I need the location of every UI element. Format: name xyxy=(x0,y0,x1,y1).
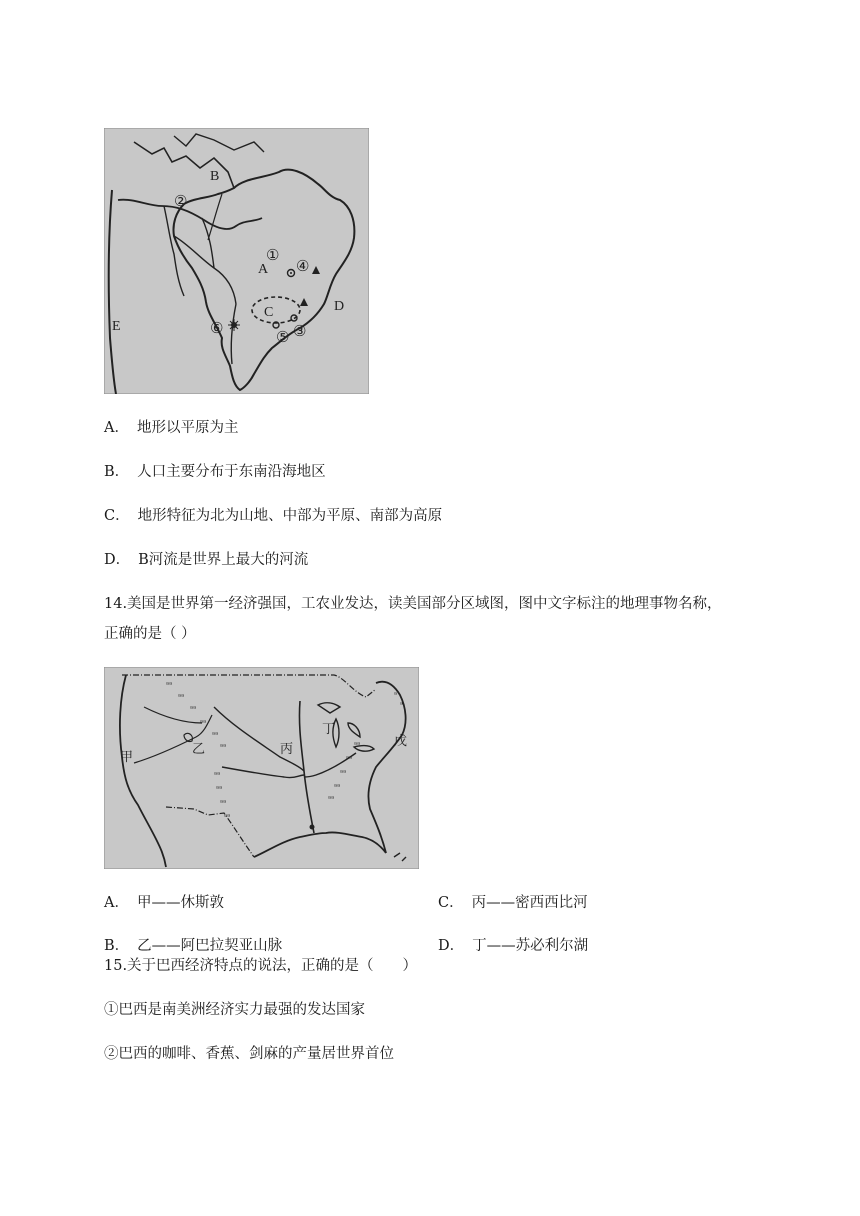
q13-option-d[interactable] xyxy=(104,550,308,570)
svg-text:ᵃᵃ: ᵃᵃ xyxy=(166,680,173,689)
map1-label-4: ④ xyxy=(296,259,310,275)
usa-map xyxy=(104,667,419,869)
option-text: B河流是世界上最大的河流 xyxy=(138,552,309,568)
svg-text:ᵃᵃ: ᵃᵃ xyxy=(220,742,227,751)
option-letter: A． xyxy=(104,895,129,911)
map1-label-2: ② xyxy=(174,194,188,210)
option-letter: C． xyxy=(104,508,130,524)
option-letter: A． xyxy=(104,420,129,436)
map1-label-1: ① xyxy=(266,248,280,264)
q13-option-c[interactable] xyxy=(104,506,442,526)
map1-label-a: A xyxy=(258,262,269,277)
option-text: 丙——密西西比河 xyxy=(471,895,588,911)
svg-text:ᵃᵃ: ᵃᵃ xyxy=(200,718,207,727)
map1-label-e: E xyxy=(112,319,121,334)
q14-stem-line2: 正确的是（ ） xyxy=(104,626,196,642)
option-letter: C． xyxy=(438,895,464,911)
svg-text:ᵃᵃ: ᵃᵃ xyxy=(220,798,227,807)
svg-text:ᵃᵃ: ᵃᵃ xyxy=(224,812,231,821)
map1-label-b: B xyxy=(210,169,220,184)
q15-stem: 15.关于巴西经济特点的说法，正确的是（ ） xyxy=(104,958,418,974)
option-letter: B． xyxy=(104,938,130,954)
svg-text:ᵃ: ᵃ xyxy=(400,700,404,709)
option-letter: D． xyxy=(438,938,465,954)
option-text: 甲——休斯敦 xyxy=(136,895,224,911)
map2-label-ding: 丁 xyxy=(322,721,336,736)
q15-item-2: ②巴西的咖啡、香蕉、剑麻的产量居世界首位 xyxy=(104,1046,394,1062)
q14-option-a[interactable] xyxy=(104,893,224,913)
svg-text:ᵃᵃ: ᵃᵃ xyxy=(334,782,341,791)
brazil-map xyxy=(104,128,369,394)
option-text: 人口主要分布于东南沿海地区 xyxy=(137,464,326,480)
map1-label-6: ⑥ xyxy=(210,321,224,337)
q14-stem-line1: 14.美国是世界第一经济强国，工农业发达，读美国部分区域图，图中文字标注的地理事物名称， xyxy=(104,596,722,612)
option-letter: D． xyxy=(104,552,131,568)
q14-option-c[interactable] xyxy=(438,893,588,913)
option-text: 丁——苏必利尔湖 xyxy=(472,938,589,954)
svg-text:ᵃᵃ: ᵃᵃ xyxy=(340,768,347,777)
option-text: 乙——阿巴拉契亚山脉 xyxy=(137,938,283,954)
map1-label-d: D xyxy=(334,299,345,314)
q13-option-b[interactable] xyxy=(104,462,326,482)
map2-label-jia: 甲 xyxy=(120,749,134,764)
map2-label-wu: 戊 xyxy=(394,733,408,748)
q13-option-a[interactable] xyxy=(104,418,238,438)
svg-text:ᵃᵃ: ᵃᵃ xyxy=(216,784,223,793)
q14-option-d[interactable] xyxy=(438,936,588,956)
q15-item-1: ①巴西是南美洲经济实力最强的发达国家 xyxy=(104,1002,365,1018)
map1-label-c: C xyxy=(264,305,274,320)
svg-text:ᵃᵃ: ᵃᵃ xyxy=(214,770,221,779)
svg-text:ᵃᵃ: ᵃᵃ xyxy=(328,794,335,803)
map2-label-yi: 乙 xyxy=(192,741,206,756)
svg-text:ᵃᵃ: ᵃᵃ xyxy=(354,740,361,749)
svg-text:ᵃ: ᵃ xyxy=(394,690,398,699)
option-letter: B． xyxy=(104,464,130,480)
svg-text:ᵃᵃ: ᵃᵃ xyxy=(212,730,219,739)
option-text: 地形以平原为主 xyxy=(136,420,239,436)
svg-text:ᵃᵃ: ᵃᵃ xyxy=(346,754,353,763)
option-text: 地形特征为北为山地、中部为平原、南部为高原 xyxy=(137,508,443,524)
svg-text:ᵃᵃ: ᵃᵃ xyxy=(190,704,197,713)
q14-option-b[interactable] xyxy=(104,936,282,956)
map1-label-3: ③ xyxy=(293,324,307,340)
map1-label-5: ⑤ xyxy=(276,330,290,346)
svg-text:ᵃᵃ: ᵃᵃ xyxy=(178,692,185,701)
map2-label-bing: 丙 xyxy=(280,741,294,756)
